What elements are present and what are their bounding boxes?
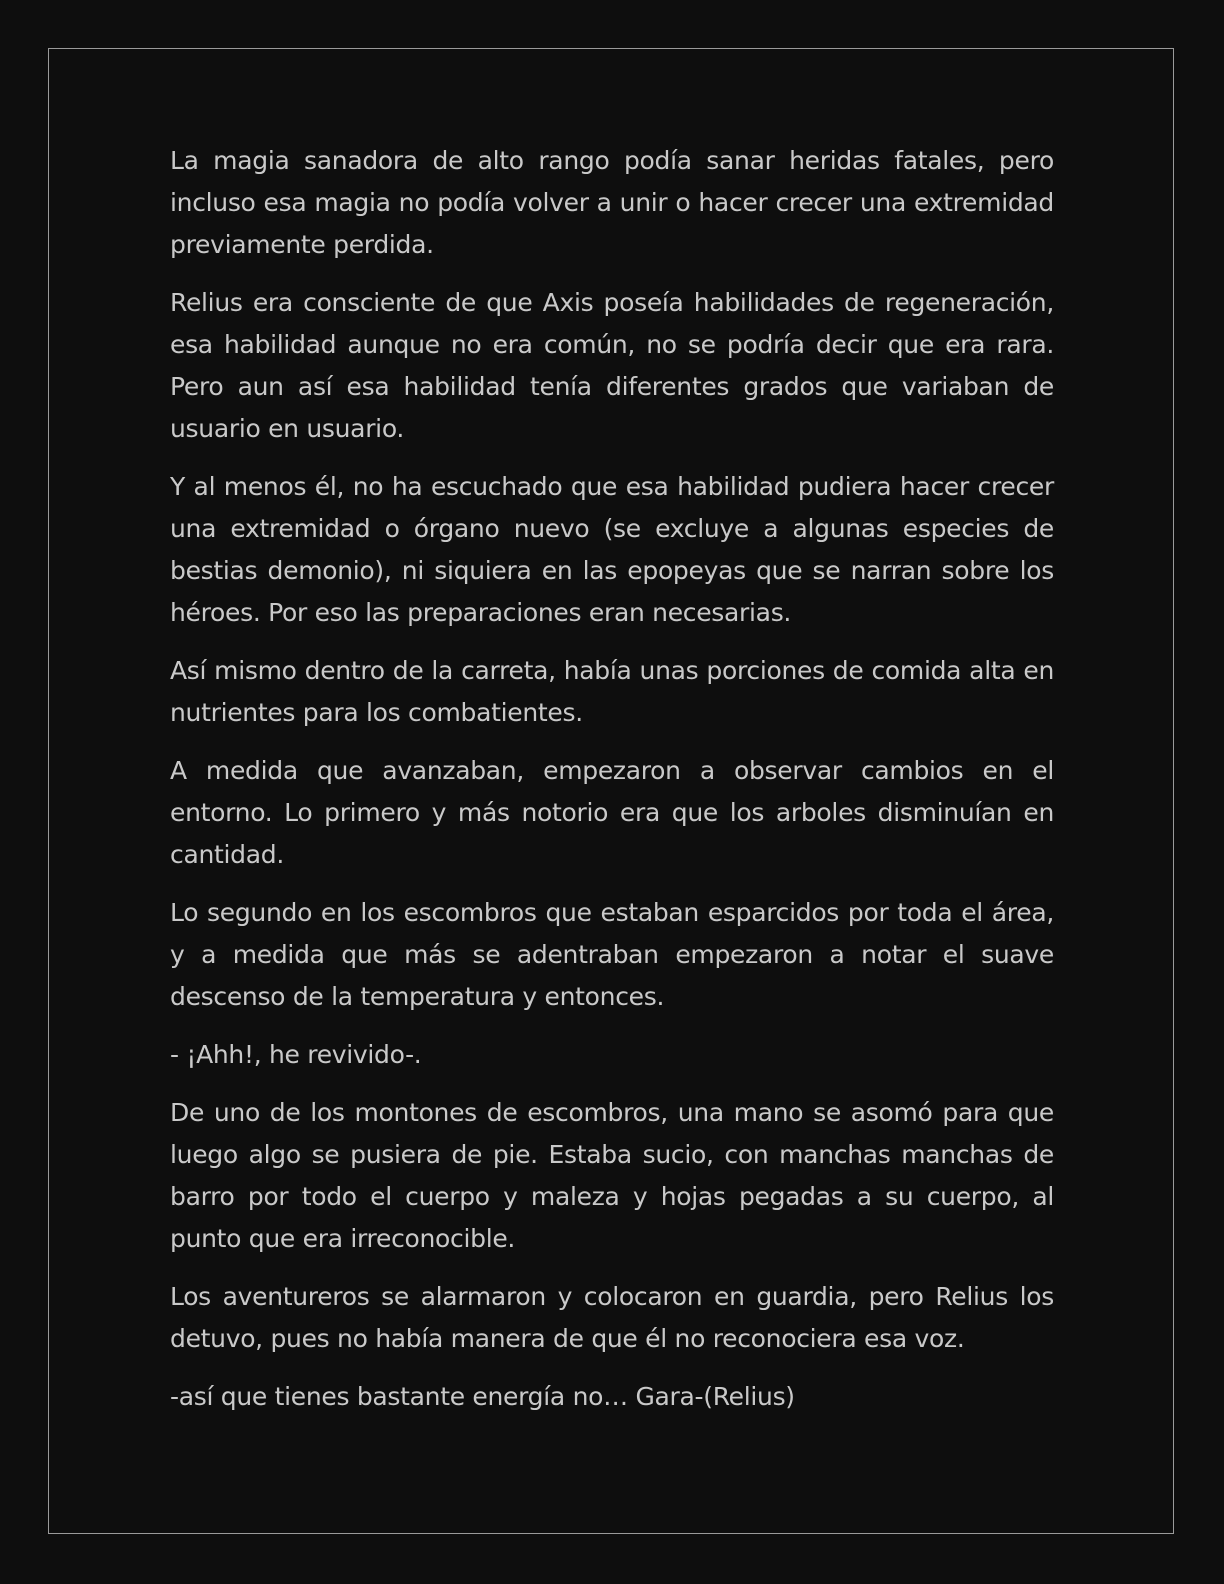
- paragraph-6: Lo segundo en los escombros que estaban esparcidos por toda el área, y a medida que más se adentraban empezaron a notar el suave descenso de la temperatura y entonces.: [170, 898, 1054, 1011]
- paragraph-2: Relius era consciente de que Axis poseía habilidades de regeneración, esa habilidad aunque no era común, no se podría decir que era rara. Pero aun así esa habilidad tenía diferentes grados que variaban de usuario en usuario.: [170, 288, 1054, 443]
- paragraph-5: A medida que avanzaban, empezaron a observar cambios en el entorno. Lo primero y más notorio era que los arboles disminuían en cantidad.: [170, 756, 1054, 869]
- paragraph-1: La magia sanadora de alto rango podía sanar heridas fatales, pero incluso esa magia no podía volver a unir o hacer crecer una extremidad previamente perdida.: [170, 146, 1054, 259]
- paragraph-3: Y al menos él, no ha escuchado que esa habilidad pudiera hacer crecer una extremidad o órgano nuevo (se excluye a algunas especies de bestias demonio), ni siquiera en las epopeyas que se narran sobre los héroes. Por eso las preparaciones eran necesarias.: [170, 472, 1054, 627]
- paragraph-4: Así mismo dentro de la carreta, había unas porciones de comida alta en nutrientes para los combatientes.: [170, 656, 1054, 727]
- paragraph-10-dialogue: -así que tienes bastante energía no… Gara-(Relius): [170, 1382, 795, 1411]
- paragraph-9: Los aventureros se alarmaron y colocaron en guardia, pero Relius los detuvo, pues no había manera de que él no reconociera esa voz.: [170, 1282, 1054, 1353]
- paragraph-7-dialogue: - ¡Ahh!, he revivido-.: [170, 1040, 422, 1069]
- story-text: [170, 140, 1054, 1434]
- paragraph-8: De uno de los montones de escombros, una mano se asomó para que luego algo se pusiera de pie. Estaba sucio, con manchas manchas de barro por todo el cuerpo y maleza y hojas pegadas a su cuerpo, al punto que era irreconocible.: [170, 1098, 1054, 1253]
